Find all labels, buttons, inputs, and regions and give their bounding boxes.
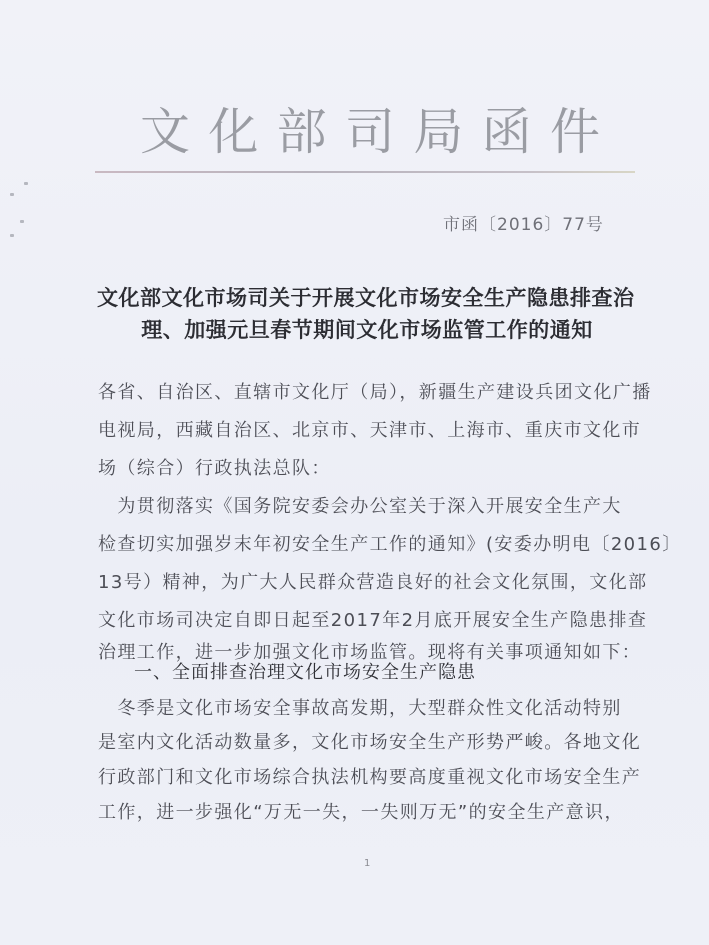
masthead xyxy=(140,92,600,164)
section-line: 冬季是文化市场安全事故高发期，大型群众性文化活动特别 xyxy=(98,698,622,719)
section-line: 是室内文化活动数量多，文化市场安全生产形势严峻。各地文化 xyxy=(98,732,642,753)
intro-line: 文化市场司决定自即日起至2017年2月底开展安全生产隐患排查 xyxy=(98,610,648,631)
addressee-line: 场（综合）行政执法总队： xyxy=(98,458,331,479)
masthead-char: 局 xyxy=(413,103,464,161)
binding-hole-mark xyxy=(10,193,14,196)
document-title-line1: 文化部文化市场司关于开展文化市场安全生产隐患排查治 xyxy=(97,285,635,310)
masthead-char: 部 xyxy=(276,103,327,161)
masthead-char: 司 xyxy=(344,103,395,161)
masthead-char: 化 xyxy=(208,103,259,161)
intro-line: 为贯彻落实《国务院安委会办公室关于深入开展安全生产大 xyxy=(98,496,622,517)
section-heading: 一、全面排查治理文化市场安全生产隐患 xyxy=(134,662,476,683)
document-number: 市函〔2016〕77号 xyxy=(443,215,604,235)
binding-hole-mark xyxy=(20,220,24,223)
binding-hole-mark xyxy=(24,182,28,185)
masthead-divider xyxy=(95,171,635,173)
binding-hole-mark xyxy=(10,234,14,237)
addressee-line: 电视局，西藏自治区、北京市、天津市、上海市、重庆市文化市 xyxy=(98,420,642,441)
intro-line: 治理工作，进一步加强文化市场监管。现将有关事项通知如下： xyxy=(98,642,642,663)
document-title-line2: 理、加强元旦春节期间文化市场监管工作的通知 xyxy=(141,317,593,342)
section-line: 工作，进一步强化“万无一失，一失则万无”的安全生产意识， xyxy=(98,802,624,823)
page-number: 1 xyxy=(364,858,371,869)
masthead-char: 文 xyxy=(140,103,190,161)
masthead-char: 件 xyxy=(549,103,600,161)
intro-line: 13号）精神，为广大人民群众营造良好的社会文化氛围，文化部 xyxy=(98,572,648,593)
masthead-char: 函 xyxy=(481,103,532,161)
section-line: 行政部门和文化市场综合执法机构要高度重视文化市场安全生产 xyxy=(98,767,642,788)
intro-line: 检查切实加强岁末年初安全生产工作的通知》(安委办明电〔2016〕 xyxy=(98,534,682,555)
addressee-line: 各省、自治区、直辖市文化厅（局），新疆生产建设兵团文化广播 xyxy=(98,382,652,403)
